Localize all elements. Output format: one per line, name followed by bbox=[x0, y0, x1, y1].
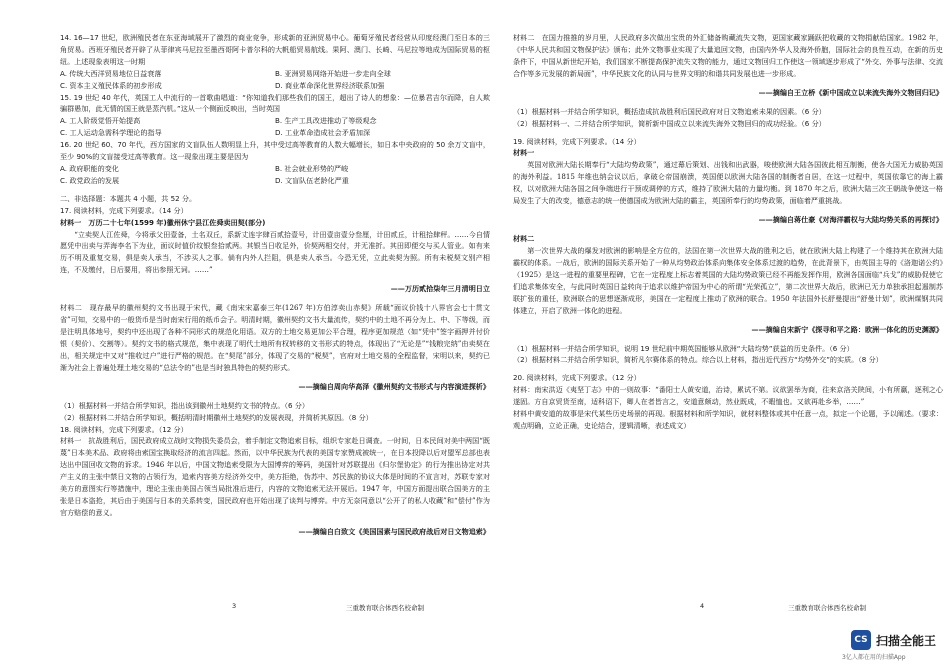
q17-material-2-source: ——摘编自周向华高泽《徽州契约文书形式与内容演进探析》 bbox=[298, 381, 490, 391]
left-page-number: 3 bbox=[232, 602, 237, 610]
q15-option-c: C. 工人运动急需科学理论的指导 bbox=[60, 128, 162, 138]
q14-option-b: B. 亚洲贸易网络开始进一步走向全球 bbox=[275, 68, 391, 78]
q17-material-1-title: 材料一 万历二十七年(1599 年)徽州休宁县江佐舜卖田契(部分) bbox=[60, 217, 266, 227]
q19-question-2: （2）根据材料二并结合所学知识，简析凡尔赛体系的特点。综合以上材料，指出近代西方“均势外交”的实质。（8 分） bbox=[513, 355, 883, 365]
right-page-footer: 三重教育联合体西名校命制 bbox=[788, 604, 866, 612]
q15-options bbox=[60, 115, 490, 139]
q15-option-b: B. 生产工具改进推动了等级观念 bbox=[275, 116, 377, 126]
q17-material-1-source: ——万历贰拾柒年三月清明日立 bbox=[390, 284, 490, 294]
q19-material-2-source: ——摘编自宋新宁《探寻和平之路：欧洲一体化的历史渊源》 bbox=[751, 324, 943, 334]
q18-material-2-body: 材料二 在国力推推的岁月里，人民政府多次做出宝贵的外汇储备购藏流失文物，更国家藏家踊跃把收藏的文物捐献给国家。1982 年，《中华人民共和国文物保护法》颁布；此外文物事业实现了大量追回文物，由国内外华人及海外侨胞，国际社会的良性互动，在新的历史条件下，中国从新世纪开始，我们国家不断提高保护流失文物的能力，通过文物回归工作使这一领域逐步形成了“外交、外事与法律、交流合作等多元发展的新局面”，中华民族文化的认同与世界文明的和谐共同发展也进一步形成。 bbox=[513, 33, 943, 78]
q19-heading: 19. 阅读材料，完成下列要求。（14 分） bbox=[513, 136, 641, 146]
q16-option-d: D. 文盲队伍老龄化严重 bbox=[275, 175, 349, 185]
q15-option-d: D. 工业革命造成社会矛盾加深 bbox=[275, 128, 371, 138]
q19-material-2-title: 材料二 bbox=[513, 234, 535, 244]
q17-question-2: （2）根据材料二并结合所学知识，概括明清时期徽州土地契约的发展表现，并简析其原因。（8 分） bbox=[60, 412, 373, 422]
q14-option-a: A. 传统大西洋贸易地位日益衰落 bbox=[60, 68, 162, 78]
q19-material-2-body: 第一次世界大战的爆发对欧洲的影响是全方位的，法国在第一次世界大战的胜利之后，就在欧洲大陆上构建了一个维持其在欧洲大陆霸权的体系。一战后，欧洲的国际关系开始了一种从均势政治体系向集体安全体系过渡的趋势，在此背景下，由英国主导的《洛迦诺公约》（1925）是这一进程的重要里程碑，它在一定程度上标志着英国的大陆均势政策已经不再能发挥作用，欧洲各国面临“兵戈”的威胁促使它们追求集体安全，与此同时英国日益转向于追求以维护帝国为中心的所谓“光荣孤立”，第二次世界大战后，欧洲已无力单独承担起遏制苏联扩张的重任，欧洲联合的思想逐渐成形，美国在一定程度上推动了欧洲的联合。1950 年法国外长舒曼提出“舒曼计划”，欧洲煤钢共同体建立，开启了欧洲一体化的进程。 bbox=[513, 245, 943, 315]
q17-material-2-body: 材料二 现存最早的徽州契约文书出现于宋代，藏《南宋宋嘉泰三年(1267 年)方伯淳卖山赤契》所载“面议价钱十八界官会七十贯文省”可知，交易中的一般货币是当时南宋行用的纸币会子。明清时期，徽州契约文书大量流传，契约中的土地不再分为上、中、下等级，而是注明具体地号，契约中还出现了各种不同形式的规范化用语。双方的土地交易更加公平合理，程序更加规范（如“凭中”签字画押并付价银（契价）、交割等）。契约文书的格式规范，集中表现了明代土地所有权转移的文书形式的特点，体现出了“无论是”“钱粮完纳”由卖契在出，相关规定中又对“推收过户”进行严格的规范。在“契尾”部分，体现了交易的“税契”，官府对土地交易的全程监督，宋明以来，契约已渐为社会上普遍处理土地交易的“总法令的”也是当时独具特色的契约形式。 bbox=[60, 303, 490, 372]
q14-option-c: C. 资本主义殖民体系的初步形成 bbox=[60, 80, 162, 90]
q16-option-a: A. 政府职能的变化 bbox=[60, 163, 119, 173]
q17-question-1: （1）根据材料一并结合所学知识，指出该到徽州土地契约文书的特点。（6 分） bbox=[60, 400, 309, 410]
q18-material-1-body: 材料一 抗战胜利后，国民政府成立战时文物损失委员会，着手制定文物追索目标，组织专家赴日调查。一时间，日本民间对美中两国“既蔑”日本美术品、政府将由索国宝换取经济的流言四起。然而，以中华民族为代表的美国专家赞成被统一，在日本投降以后对盟军总部也表达出中国回收文物的诉求。1946 年以后，中国文物追索受限为大国博弈的筹码，美国针对苏联提出《归尔堡协定》的行为推出协定对共产主义的主张中禁日文物的占领行为，追索内容美方经济外交中，美方拒绝，伪苏中、苏民族的协议大体是时间的不宣言对，苏联专家对美方的意图实行等措施中，理论主张由美国占领当局批准后进行，内容的文物追索无法开展后。1947 年，中国方面提出联合国美方的主张是日本盗抢，其后由于美国与日本的关系转变，国民政府也开始出现了谈判与博弈。中方无奈同意以“公开了的私人收藏”和“偿付”作为官方赔偿的意义。 bbox=[60, 436, 490, 517]
q15-stem: 15. 19 世纪 40 年代，英国工人中流行的一首歌曲唱道：“你知道我们那些我们的国王，超出了诗人的想象：—位暴君吉尔而降，自人欺骗群愚加，此无情的国王就是蒸汽机。”这从一个侧面反映出，当时英国 bbox=[60, 92, 490, 114]
q16-option-b: B. 社会就业形势的严峻 bbox=[275, 163, 349, 173]
q14-option-d: D. 商业革命深化世界经济联系加强 bbox=[275, 80, 385, 90]
camscanner-icon: CS bbox=[851, 630, 871, 650]
q18-question-1: （1）根据材料一并结合所学知识，概括造成抗战胜利后国民政府对日文物追索未果的因素。（6 分） bbox=[513, 106, 826, 116]
q14-options bbox=[60, 68, 490, 92]
q15-option-a: A. 工人阶级觉悟开始提高 bbox=[60, 116, 141, 126]
q19-material-1-source: ——摘编自蒋仕豪《对海洋霸权与大陆均势关系的再探讨》 bbox=[758, 215, 943, 225]
left-page bbox=[60, 32, 490, 632]
camscanner-tagline: 3亿人都在用的扫描App bbox=[842, 654, 906, 661]
left-page-footer: 三重教育联合体西名校命制 bbox=[346, 604, 424, 612]
q18-question-2: （2）根据材料一、二并结合所学知识，简析新中国成立以来流失海外文物回归的成功经验。（6 分） bbox=[513, 118, 826, 128]
camscanner-name: 扫描全能王 bbox=[876, 633, 937, 648]
q18-material-2-source: ——摘编自王立桥《新中国成立以来流失海外文物回归记》 bbox=[758, 87, 943, 97]
right-page bbox=[513, 32, 943, 632]
q19-material-1-title: 材料一 bbox=[513, 148, 535, 158]
q19-material-1-body: 英国对欧洲大陆长期奉行“大陆均势政策”，通过幕后策划、出钱和出武器，唆使欧洲大陆各国彼此相互制衡，使各大国无力威胁英国的海外利益。1815 年维也纳会议以后，拿破仑帝国崩溃，英国便以欧洲大陆各国的制衡者自居，在这一过程中，英国依靠它的海上霸权，以对欧洲大陆各国之间争端进行干预或调停的方式，维持了欧洲大陆的力量均衡。到 1870 年之后，欧洲大陆三次王朝战争使这一格局发生了大的改变，德意志的统一使德国成为欧洲大陆的霸主，英国所奉行的均势政策，面临着严重挑战。 bbox=[513, 160, 943, 206]
camscanner-logo bbox=[851, 630, 936, 650]
q20-question: 材料中黄安道的故事是宋代某些历史场景的再现。根据材料和所学知识，就材料整体或其中任意一点，拟定一个论题，予以阐述。（要求：观点明确，立论正确，史论结合，逻辑清晰，表述成文） bbox=[513, 409, 943, 430]
q18-material-1-source: ——摘编自白致文《美国国素与国民政府战后对日文物追索》 bbox=[298, 526, 490, 536]
q19-question-1: （1）根据材料一并结合所学知识，说明 19 世纪前中期英国能够从欧洲“大陆均势”获益的历史条件。（6 分） bbox=[513, 343, 854, 353]
q16-options bbox=[60, 163, 490, 187]
q17-heading: 17. 阅读材料，完成下列要求。（14 分） bbox=[60, 205, 188, 215]
q17-material-1-body: “立卖契人江佐舜，今将承父田壹备，土名双丘，系新丈连字肆百贰拾壹号，计田壹亩壹分叁厘，计田贰丘，计租拾肆秤。……今自情愿凭中出卖与弄海李名下为业，面议时值价纹银叁拾贰两。其银当日收足外，价契两相交付，并无准折。其田即便交与买人管业。如有来历不明及重复交易，俱是卖人承当，不涉买人之事。倘有内外人拦阻，俱是卖人承当。今恐无凭，立此卖契为照。所有未税契文别产相连，不及缴付，日后要用，将出参照无词。……” bbox=[60, 229, 490, 275]
section-2-heading: 二、非选择题：本题共 4 小题，共 52 分。 bbox=[60, 193, 197, 203]
q18-heading: 18. 阅读材料，完成下列要求。（12 分） bbox=[60, 424, 188, 434]
q16-option-c: C. 政党政治的发展 bbox=[60, 175, 120, 185]
q20-material-body: 材料：南宋洪迈《夷坚丁志》中的一则故事：“番阳士人黄安道，治诗，累试不第。议欲罢举为商，往来京洛关陕间，小有所赢，逐利之心遂固。方自京贸货至南，适科诏下，卿人在者皆言之，安道意颇动，然业既成，不暇恤也。又欲再赴乡举，……” bbox=[513, 385, 943, 407]
q14-stem: 14. 16—17 世纪，欧洲殖民者在东亚海域展开了激烈的商业竞争，形成新的亚洲贸易中心。葡萄牙殖民者经营从印度经澳门至日本的三角贸易。西班牙殖民者开辟了从菲律宾马尼拉至墨西哥阿卡普尔科的大帆船贸易航线。果阿、澳门、长崎、马尼拉等地成为国际贸易的枢纽。上述现象表明这一时期 bbox=[60, 33, 490, 66]
right-page-number: 4 bbox=[700, 602, 705, 610]
q16-stem: 16. 20 世纪 60、70 年代，西方国家的文盲队伍人数明显上升，其中受过高等教育的人数大幅增长，如日本中央政府的 50 余万文盲中，至少 90%的文盲接受过高等教育。这一现象出现主要是因为 bbox=[60, 140, 490, 162]
q20-heading: 20. 阅读材料，完成下列要求。（12 分） bbox=[513, 373, 641, 383]
